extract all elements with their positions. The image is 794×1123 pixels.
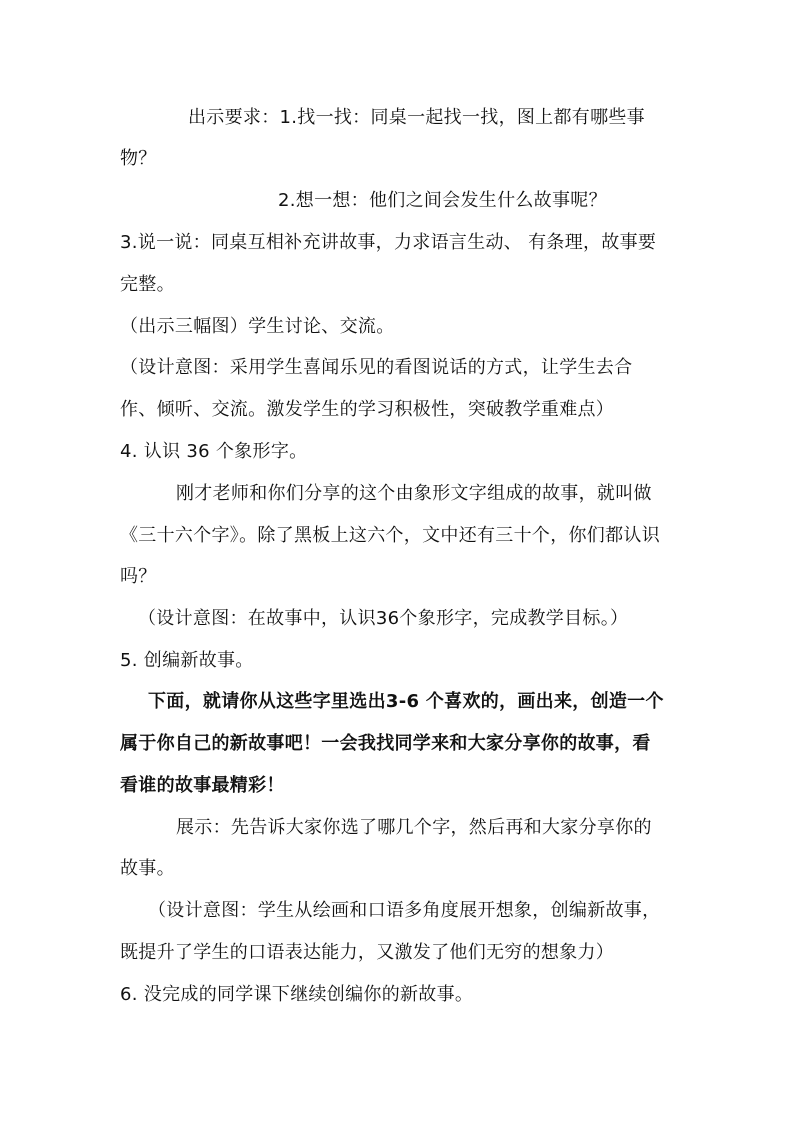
text-line-21: 既提升了学生的口语表达能力，又激发了他们无穷的想象力） (120, 942, 615, 963)
text-line-16: 属于你自己的新故事吧！一会我找同学来和大家分享你的故事，看 (120, 733, 651, 754)
text-line-4: 3.说一说：同桌互相补充讲故事，力求语言生动、 有条理，故事要 (120, 232, 657, 253)
text-line-14: 5. 创编新故事。 (120, 650, 254, 671)
text-line-10: 刚才老师和你们分享的这个由象形文字组成的故事，就叫做 (176, 483, 652, 504)
text-line-15: 下面，就请你从这些字里选出3-6 个喜欢的，画出来，创造一个 (148, 691, 664, 712)
text-line-22: 6. 没完成的同学课下继续创编你的新故事。 (120, 984, 474, 1005)
text-line-12: 吗？ (120, 566, 157, 587)
text-line-7: （设计意图：采用学生喜闻乐见的看图说话的方式，让学生去合 (120, 357, 633, 378)
text-line-3: 2.想一想：他们之间会发生什么故事呢？ (278, 190, 607, 211)
text-line-1: 出示要求：1.找一找：同桌一起找一找，图上都有哪些事 (188, 107, 645, 128)
text-line-5: 完整。 (120, 274, 175, 295)
text-line-18: 展示：先告诉大家你选了哪几个字，然后再和大家分享你的 (176, 817, 652, 838)
text-line-6: （出示三幅图）学生讨论、交流。 (120, 316, 395, 337)
text-line-8: 作、倾听、交流。激发学生的学习积极性，突破教学重难点） (120, 399, 615, 420)
text-line-19: 故事。 (120, 858, 175, 879)
text-line-11: 《三十六个字》。除了黑板上这六个，文中还有三十个，你们都认识 (120, 525, 660, 546)
text-line-13: （设计意图：在故事中，认识36个象形字，完成教学目标。） (138, 608, 629, 629)
text-line-2: 物？ (120, 148, 157, 169)
text-line-20: （设计意图：学生从绘画和口语多角度展开想象，创编新故事， (148, 900, 661, 921)
text-line-17: 看谁的故事最精彩！ (120, 775, 285, 796)
text-line-9: 4. 认识 36 个象形字。 (120, 441, 308, 462)
